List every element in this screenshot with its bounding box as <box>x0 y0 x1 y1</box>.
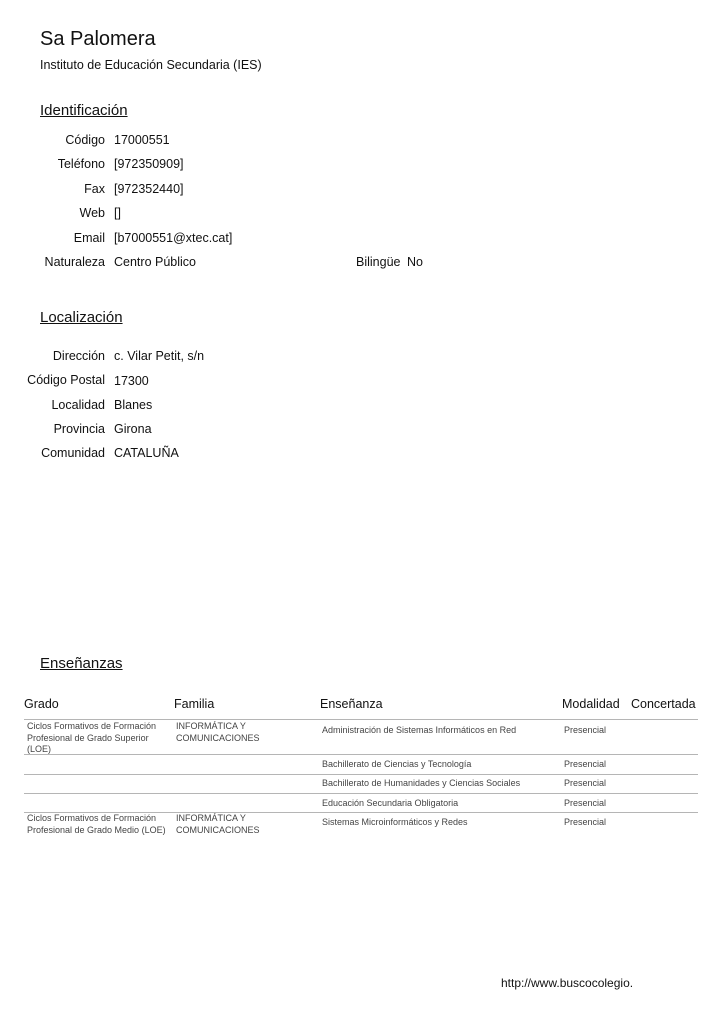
familia-cell: INFORMÁTICA Y COMUNICACIONES <box>176 813 260 835</box>
localidad-label: Localidad <box>51 398 105 412</box>
column-header-concertada: Concertada <box>631 697 696 711</box>
web-value: [] <box>114 206 121 220</box>
ensenanza-cell: Bachillerato de Humanidades y Ciencias Sociales <box>322 778 521 788</box>
column-header-grado: Grado <box>24 697 59 711</box>
row-divider <box>24 719 698 720</box>
fax-label: Fax <box>84 182 105 196</box>
telefono-value: [972350909] <box>114 157 184 171</box>
localidad-value: Blanes <box>114 398 153 412</box>
ensenanza-cell: Administración de Sistemas Informáticos en Red <box>322 725 517 735</box>
column-header-ensenanza: Enseñanza <box>320 697 383 711</box>
localizacion-fields <box>0 349 400 469</box>
naturaleza-label: Naturaleza <box>44 255 105 269</box>
ensenanza-cell: Sistemas Microinformáticos y Redes <box>322 817 468 827</box>
bilingue-value: No <box>407 255 423 269</box>
ensenanza-cell: Educación Secundaria Obligatoria <box>322 798 459 808</box>
ensenanza-cell: Bachillerato de Ciencias y Tecnología <box>322 759 472 769</box>
email-label: Email <box>73 231 105 245</box>
codigo-postal-value: 17300 <box>114 374 149 388</box>
page-title: Sa Palomera <box>40 28 156 50</box>
direccion-value: c. Vilar Petit, s/n <box>114 349 205 363</box>
codigo-value: 17000551 <box>114 133 170 147</box>
direccion-label: Dirección <box>52 349 105 363</box>
section-heading-identificacion: Identificación <box>40 102 128 119</box>
footer-url-link[interactable]: http://www.buscocolegio. <box>501 976 634 990</box>
codigo-postal-label: Código Postal <box>27 373 105 387</box>
modalidad-cell: Presencial <box>564 725 607 735</box>
email-value: [b7000551@xtec.cat] <box>114 231 233 245</box>
modalidad-cell: Presencial <box>564 817 607 827</box>
grado-cell: Ciclos Formativos de Formación Profesional de Grado Superior (LOE) <box>27 721 157 754</box>
row-divider <box>24 774 698 775</box>
telefono-label: Teléfono <box>57 157 105 171</box>
comunidad-value: CATALUÑA <box>114 446 179 460</box>
web-label: Web <box>79 206 105 220</box>
modalidad-cell: Presencial <box>564 778 607 788</box>
provincia-value: Girona <box>114 422 152 436</box>
column-header-modalidad: Modalidad <box>562 697 620 711</box>
provincia-label: Provincia <box>53 422 105 436</box>
comunidad-label: Comunidad <box>41 446 105 460</box>
codigo-label: Código <box>65 133 105 147</box>
naturaleza-value: Centro Público <box>114 255 196 269</box>
fax-value: [972352440] <box>114 182 184 196</box>
grado-cell: Ciclos Formativos de Formación Profesional de Grado Medio (LOE) <box>27 813 166 835</box>
section-heading-ensenanzas: Enseñanzas <box>40 655 123 672</box>
section-heading-localizacion: Localización <box>40 309 123 326</box>
bilingue-label: Bilingüe <box>356 255 401 269</box>
modalidad-cell: Presencial <box>564 798 607 808</box>
row-divider <box>24 793 698 794</box>
modalidad-cell: Presencial <box>564 759 607 769</box>
row-divider <box>24 754 698 755</box>
familia-cell: INFORMÁTICA Y COMUNICACIONES <box>176 721 260 743</box>
identificacion-fields <box>0 133 400 283</box>
column-header-familia: Familia <box>174 697 215 711</box>
page-subtitle: Instituto de Educación Secundaria (IES) <box>40 58 262 72</box>
